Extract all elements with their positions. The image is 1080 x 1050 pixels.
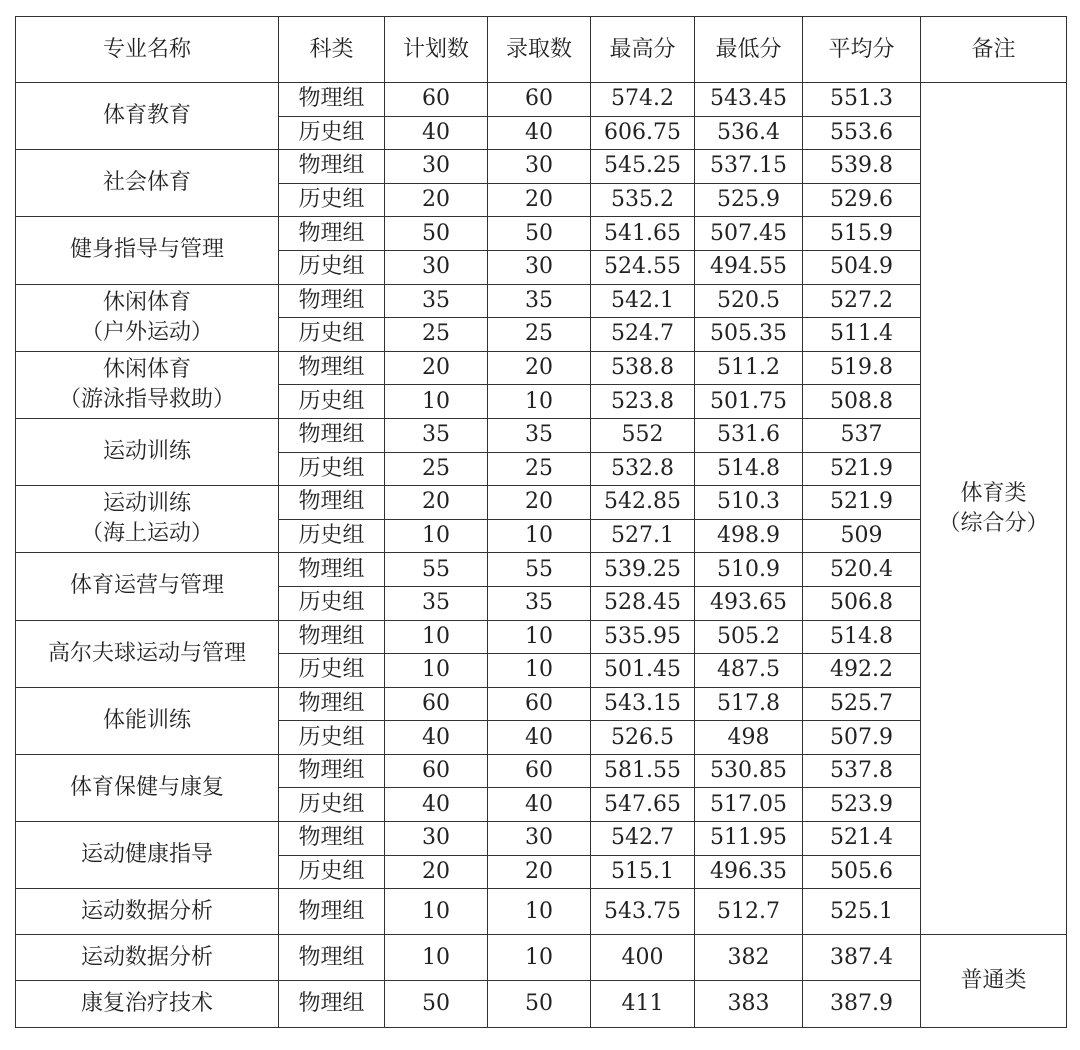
category-cell: 历史组 — [279, 250, 385, 284]
admitted-count-cell: 35 — [488, 418, 591, 452]
avg-score-cell: 519.8 — [803, 351, 921, 385]
min-score-cell: 510.3 — [695, 486, 803, 520]
admitted-count-cell: 60 — [488, 687, 591, 721]
table-row — [16, 889, 1067, 935]
category-cell: 物理组 — [279, 284, 385, 318]
header-avg-score: 平均分 — [803, 17, 921, 83]
max-score-cell: 542.1 — [591, 284, 695, 318]
avg-score-cell: 527.2 — [803, 284, 921, 318]
category-cell: 历史组 — [279, 855, 385, 889]
avg-score-cell: 514.8 — [803, 620, 921, 654]
max-score-cell: 542.7 — [591, 822, 695, 856]
admission-score-table — [15, 16, 1067, 1028]
category-cell: 物理组 — [279, 935, 385, 981]
admitted-count-cell: 25 — [488, 318, 591, 352]
category-cell: 历史组 — [279, 788, 385, 822]
header-plan: 计划数 — [385, 17, 488, 83]
table-row — [16, 83, 1067, 117]
table-row — [16, 351, 1067, 385]
min-score-cell: 505.35 — [695, 318, 803, 352]
max-score-cell: 501.45 — [591, 654, 695, 688]
major-name-cell — [16, 284, 279, 351]
max-score-cell: 541.65 — [591, 217, 695, 251]
avg-score-cell: 525.1 — [803, 889, 921, 935]
admitted-count-cell: 10 — [488, 889, 591, 935]
avg-score-cell: 525.7 — [803, 687, 921, 721]
avg-score-cell: 504.9 — [803, 250, 921, 284]
min-score-cell: 517.05 — [695, 788, 803, 822]
plan-count-cell: 30 — [385, 250, 488, 284]
max-score-cell: 524.55 — [591, 250, 695, 284]
avg-score-cell: 521.9 — [803, 452, 921, 486]
admitted-count-cell: 10 — [488, 654, 591, 688]
avg-score-cell: 387.9 — [803, 981, 921, 1028]
category-cell: 物理组 — [279, 418, 385, 452]
plan-count-cell: 10 — [385, 654, 488, 688]
major-name-line: （户外运动） — [80, 319, 213, 345]
plan-count-cell: 25 — [385, 318, 488, 352]
max-score-cell: 552 — [591, 418, 695, 452]
min-score-cell: 512.7 — [695, 889, 803, 935]
major-name-cell — [16, 351, 279, 418]
admitted-count-cell: 20 — [488, 855, 591, 889]
category-cell: 历史组 — [279, 116, 385, 150]
avg-score-cell: 509 — [803, 519, 921, 553]
avg-score-cell: 523.9 — [803, 788, 921, 822]
admitted-count-cell: 35 — [488, 586, 591, 620]
major-name-line: 休闲体育 — [102, 289, 191, 315]
admitted-count-cell: 10 — [488, 519, 591, 553]
category-cell: 物理组 — [279, 83, 385, 117]
avg-score-cell: 521.9 — [803, 486, 921, 520]
plan-count-cell: 10 — [385, 385, 488, 419]
table-row — [16, 687, 1067, 721]
min-score-cell: 520.5 — [695, 284, 803, 318]
min-score-cell: 498.9 — [695, 519, 803, 553]
min-score-cell: 511.2 — [695, 351, 803, 385]
major-name-cell — [16, 889, 279, 935]
min-score-cell: 496.35 — [695, 855, 803, 889]
plan-count-cell: 10 — [385, 620, 488, 654]
category-cell: 物理组 — [279, 150, 385, 184]
plan-count-cell: 60 — [385, 754, 488, 788]
min-score-cell: 543.45 — [695, 83, 803, 117]
category-cell: 物理组 — [279, 217, 385, 251]
max-score-cell: 400 — [591, 935, 695, 981]
min-score-cell: 498 — [695, 721, 803, 755]
min-score-cell: 525.9 — [695, 183, 803, 217]
category-cell: 物理组 — [279, 351, 385, 385]
remark-line: 体育类 — [960, 480, 1027, 506]
major-name-line: 运动健康指导 — [80, 842, 213, 868]
admitted-count-cell: 30 — [488, 150, 591, 184]
plan-count-cell: 35 — [385, 284, 488, 318]
admitted-count-cell: 60 — [488, 83, 591, 117]
admitted-count-cell: 35 — [488, 284, 591, 318]
plan-count-cell: 55 — [385, 553, 488, 587]
category-cell: 物理组 — [279, 553, 385, 587]
remark-line: 普通类 — [960, 968, 1027, 994]
admitted-count-cell: 50 — [488, 981, 591, 1028]
table-row — [16, 620, 1067, 654]
max-score-cell: 524.7 — [591, 318, 695, 352]
major-name-cell — [16, 83, 279, 150]
avg-score-cell: 539.8 — [803, 150, 921, 184]
min-score-cell: 505.2 — [695, 620, 803, 654]
major-name-line: （海上运动） — [80, 521, 213, 547]
min-score-cell: 510.9 — [695, 553, 803, 587]
max-score-cell: 538.8 — [591, 351, 695, 385]
max-score-cell: 411 — [591, 981, 695, 1028]
max-score-cell: 526.5 — [591, 721, 695, 755]
max-score-cell: 581.55 — [591, 754, 695, 788]
table-row — [16, 284, 1067, 318]
major-name-line: 体育运营与管理 — [69, 573, 224, 599]
max-score-cell: 527.1 — [591, 519, 695, 553]
major-name-cell — [16, 620, 279, 687]
category-cell: 物理组 — [279, 822, 385, 856]
major-name-line: 运动数据分析 — [80, 898, 213, 924]
remark-cell — [921, 83, 1067, 935]
max-score-cell: 532.8 — [591, 452, 695, 486]
category-cell: 历史组 — [279, 654, 385, 688]
header-min-score: 最低分 — [695, 17, 803, 83]
max-score-cell: 539.25 — [591, 553, 695, 587]
max-score-cell: 545.25 — [591, 150, 695, 184]
plan-count-cell: 10 — [385, 889, 488, 935]
table-row — [16, 822, 1067, 856]
max-score-cell: 528.45 — [591, 586, 695, 620]
category-cell: 物理组 — [279, 981, 385, 1028]
plan-count-cell: 25 — [385, 452, 488, 486]
major-name-line: 体育教育 — [102, 103, 191, 129]
major-name-cell — [16, 553, 279, 620]
avg-score-cell: 515.9 — [803, 217, 921, 251]
avg-score-cell: 537.8 — [803, 754, 921, 788]
plan-count-cell: 20 — [385, 183, 488, 217]
avg-score-cell: 506.8 — [803, 586, 921, 620]
major-name-line: 健身指导与管理 — [69, 237, 224, 263]
plan-count-cell: 40 — [385, 116, 488, 150]
admitted-count-cell: 20 — [488, 351, 591, 385]
max-score-cell: 547.65 — [591, 788, 695, 822]
plan-count-cell: 20 — [385, 486, 488, 520]
category-cell: 历史组 — [279, 586, 385, 620]
min-score-cell: 383 — [695, 981, 803, 1028]
header-max-score: 最高分 — [591, 17, 695, 83]
category-cell: 物理组 — [279, 889, 385, 935]
min-score-cell: 493.65 — [695, 586, 803, 620]
major-name-line: 社会体育 — [102, 170, 191, 196]
table-row — [16, 217, 1067, 251]
category-cell: 物理组 — [279, 486, 385, 520]
category-cell: 历史组 — [279, 452, 385, 486]
min-score-cell: 517.8 — [695, 687, 803, 721]
admitted-count-cell: 40 — [488, 116, 591, 150]
major-name-line: （游泳指导救助） — [58, 386, 235, 412]
plan-count-cell: 40 — [385, 721, 488, 755]
admitted-count-cell: 10 — [488, 935, 591, 981]
min-score-cell: 511.95 — [695, 822, 803, 856]
min-score-cell: 501.75 — [695, 385, 803, 419]
admitted-count-cell: 30 — [488, 250, 591, 284]
avg-score-cell: 508.8 — [803, 385, 921, 419]
major-name-cell — [16, 981, 279, 1028]
admitted-count-cell: 55 — [488, 553, 591, 587]
table-row — [16, 418, 1067, 452]
major-name-line: 高尔夫球运动与管理 — [47, 640, 246, 666]
table-row — [16, 553, 1067, 587]
admitted-count-cell: 20 — [488, 486, 591, 520]
plan-count-cell: 35 — [385, 418, 488, 452]
admitted-count-cell: 30 — [488, 822, 591, 856]
header-row — [16, 17, 1067, 83]
avg-score-cell: 520.4 — [803, 553, 921, 587]
avg-score-cell: 537 — [803, 418, 921, 452]
header-remark: 备注 — [921, 17, 1067, 83]
min-score-cell: 487.5 — [695, 654, 803, 688]
major-name-line: 运动数据分析 — [80, 944, 213, 970]
header-major-name: 专业名称 — [16, 17, 279, 83]
major-name-line: 体能训练 — [102, 707, 191, 733]
max-score-cell: 574.2 — [591, 83, 695, 117]
max-score-cell: 606.75 — [591, 116, 695, 150]
avg-score-cell: 505.6 — [803, 855, 921, 889]
category-cell: 物理组 — [279, 620, 385, 654]
max-score-cell: 543.75 — [591, 889, 695, 935]
admitted-count-cell: 10 — [488, 385, 591, 419]
avg-score-cell: 387.4 — [803, 935, 921, 981]
plan-count-cell: 20 — [385, 855, 488, 889]
admitted-count-cell: 50 — [488, 217, 591, 251]
plan-count-cell: 30 — [385, 822, 488, 856]
major-name-cell — [16, 486, 279, 553]
plan-count-cell: 60 — [385, 83, 488, 117]
admitted-count-cell: 25 — [488, 452, 591, 486]
plan-count-cell: 40 — [385, 788, 488, 822]
header-category: 科类 — [279, 17, 385, 83]
avg-score-cell: 507.9 — [803, 721, 921, 755]
category-cell: 历史组 — [279, 318, 385, 352]
plan-count-cell: 20 — [385, 351, 488, 385]
avg-score-cell: 529.6 — [803, 183, 921, 217]
max-score-cell: 542.85 — [591, 486, 695, 520]
major-name-cell — [16, 217, 279, 284]
category-cell: 物理组 — [279, 687, 385, 721]
major-name-cell — [16, 687, 279, 754]
major-name-line: 运动训练 — [102, 491, 191, 517]
category-cell: 历史组 — [279, 519, 385, 553]
category-cell: 历史组 — [279, 721, 385, 755]
category-cell: 历史组 — [279, 183, 385, 217]
avg-score-cell: 511.4 — [803, 318, 921, 352]
plan-count-cell: 30 — [385, 150, 488, 184]
max-score-cell: 515.1 — [591, 855, 695, 889]
plan-count-cell: 60 — [385, 687, 488, 721]
admitted-count-cell: 10 — [488, 620, 591, 654]
plan-count-cell: 50 — [385, 217, 488, 251]
table-row — [16, 486, 1067, 520]
avg-score-cell: 521.4 — [803, 822, 921, 856]
admitted-count-cell: 60 — [488, 754, 591, 788]
plan-count-cell: 10 — [385, 519, 488, 553]
min-score-cell: 537.15 — [695, 150, 803, 184]
avg-score-cell: 551.3 — [803, 83, 921, 117]
remark-cell — [921, 935, 1067, 1028]
header-admitted: 录取数 — [488, 17, 591, 83]
admitted-count-cell: 40 — [488, 788, 591, 822]
min-score-cell: 494.55 — [695, 250, 803, 284]
major-name-line: 康复治疗技术 — [80, 991, 213, 1017]
major-name-cell — [16, 754, 279, 821]
major-name-cell — [16, 822, 279, 889]
category-cell: 物理组 — [279, 754, 385, 788]
table-body — [16, 83, 1067, 1028]
major-name-line: 休闲体育 — [102, 356, 191, 382]
min-score-cell: 536.4 — [695, 116, 803, 150]
plan-count-cell: 10 — [385, 935, 488, 981]
min-score-cell: 382 — [695, 935, 803, 981]
table-row — [16, 981, 1067, 1028]
min-score-cell: 531.6 — [695, 418, 803, 452]
min-score-cell: 507.45 — [695, 217, 803, 251]
plan-count-cell: 35 — [385, 586, 488, 620]
avg-score-cell: 553.6 — [803, 116, 921, 150]
admitted-count-cell: 40 — [488, 721, 591, 755]
table-row — [16, 935, 1067, 981]
min-score-cell: 530.85 — [695, 754, 803, 788]
major-name-line: 体育保健与康复 — [69, 774, 224, 800]
major-name-line: 运动训练 — [102, 439, 191, 465]
avg-score-cell: 492.2 — [803, 654, 921, 688]
max-score-cell: 543.15 — [591, 687, 695, 721]
major-name-cell — [16, 935, 279, 981]
max-score-cell: 535.2 — [591, 183, 695, 217]
table-row — [16, 150, 1067, 184]
major-name-cell — [16, 418, 279, 485]
min-score-cell: 514.8 — [695, 452, 803, 486]
max-score-cell: 535.95 — [591, 620, 695, 654]
category-cell: 历史组 — [279, 385, 385, 419]
remark-line: （综合分） — [938, 510, 1049, 536]
max-score-cell: 523.8 — [591, 385, 695, 419]
admitted-count-cell: 20 — [488, 183, 591, 217]
major-name-cell — [16, 150, 279, 217]
plan-count-cell: 50 — [385, 981, 488, 1028]
table-row — [16, 754, 1067, 788]
